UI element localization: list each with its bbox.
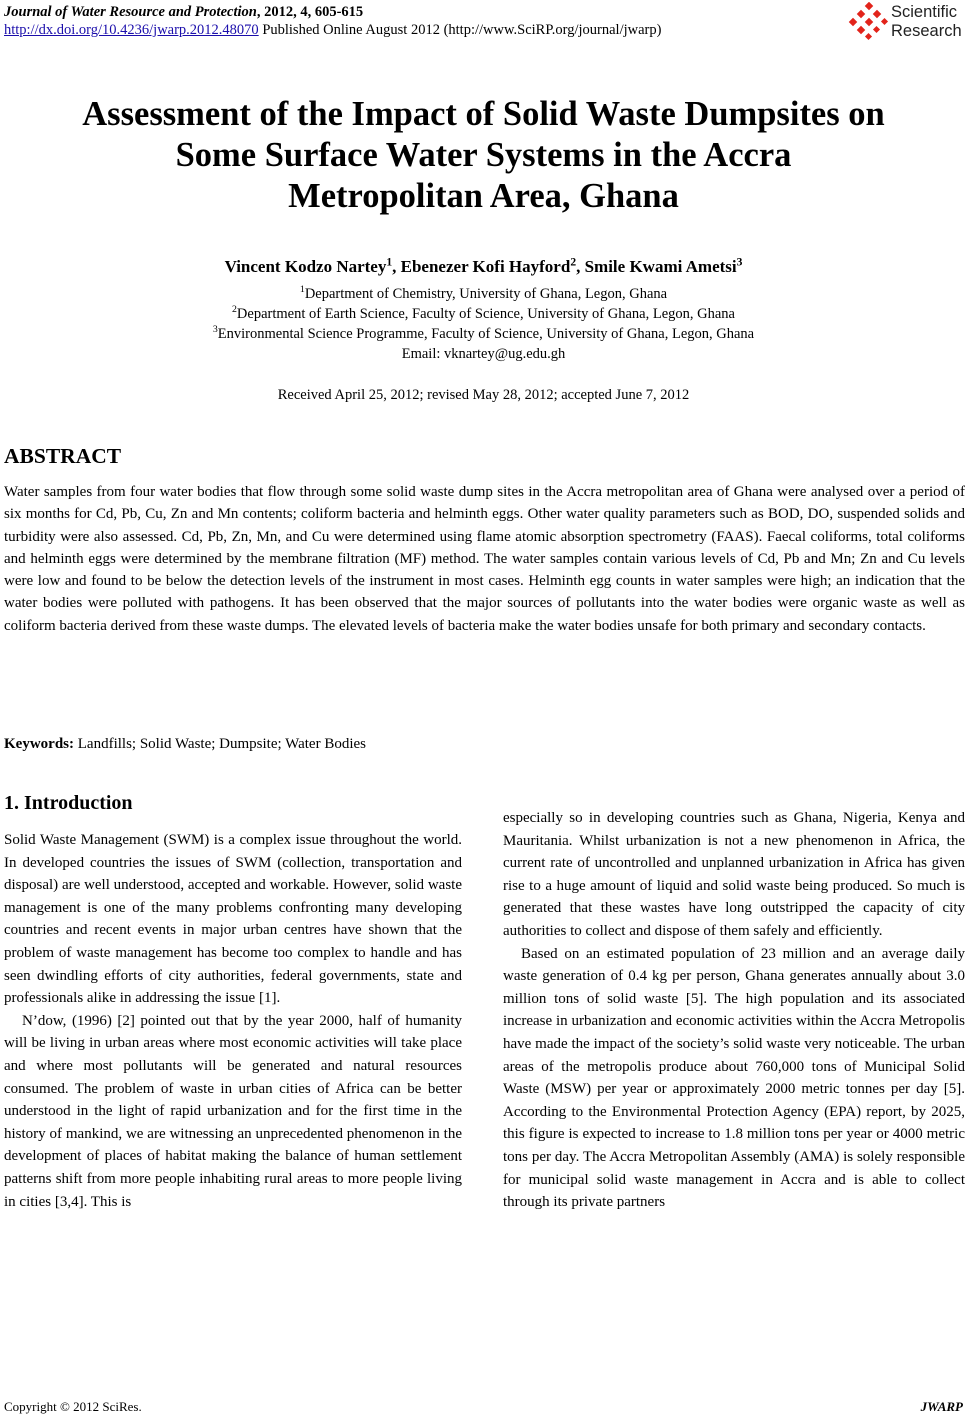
author-separator: , (392, 257, 401, 276)
author-1-affil-mark: 1 (386, 255, 393, 269)
title-line-1: Assessment of the Impact of Solid Waste Dumpsites on (82, 95, 885, 133)
journal-volume: , 2012, 4, 605-615 (256, 4, 364, 20)
keywords (4, 736, 366, 753)
right-column (503, 807, 965, 1214)
affiliation-2-mark: 2 (232, 304, 237, 316)
abstract-text: Water samples from four water bodies that flow through some solid waste dump sites in the Accra metropolitan area of Ghana were analysed over a period of six months for Cd, Pb, Cu, Zn and Mn contents; coliform bacteria and helminth eggs. Other water quality parameters such as BOD, DO, suspended solids and turbidity were also assessed. Cd, Pb, Zn, Mn, and Cu were determined using flame atomic absorption spectrometry (FAAS). Faecal coliforms, total coliforms and helminth eggs were determined by the membrane filtration (MF) method. The water samples contain various levels of Cd, Pb and Mn; Zn and Cu levels were low and found to be below the detection levels of the instrument in most cases. Helminth egg counts in water samples were high; an indication that the water bodies were polluted with pathogens. It has been observed that the major sources of pollutants into the water bodies were organic waste as well as coliform bacteria derived from these waste dumps. The elevated levels of bacteria make the water bodies unsafe for both primary and secondary contacts. (4, 484, 965, 634)
affiliations (0, 284, 967, 364)
author-2-affil-mark: 2 (570, 255, 577, 269)
affiliation-1-mark: 1 (299, 284, 305, 296)
section-heading-introduction: 1. Introduction (4, 792, 133, 814)
affiliation-1-text: Department of Chemistry, University of Ghana, Legon, Ghana (304, 286, 668, 302)
affiliation-2-text: Department of Earth Science, Faculty of Science, University of Ghana, Legon, Ghana (236, 306, 735, 322)
paper-title (0, 94, 967, 217)
affiliation-1 (0, 284, 967, 304)
intro-paragraph-1: Solid Waste Management (SWM) is a complex issue throughout the world. In developed countries the issues of SWM (collection, transportation and disposal) are well understood, accepted and workable. However, solid waste management is one of the many problems confronting many developing countries and recent events in major urban centres have shown that the problem of waste management has become too complex to handle and has seen dwindling efforts of city authorities, federal governments, state and professionals alike in addressing the issue [1]. (4, 832, 462, 1007)
keywords-label: Keywords: (4, 736, 74, 752)
author-3: Smile Kwami Ametsi (584, 257, 737, 276)
scientific-research-logo (848, 2, 966, 42)
author-separator: , (576, 257, 585, 276)
author-list (0, 257, 967, 277)
affiliation-3 (0, 324, 967, 344)
publication-info (4, 22, 661, 39)
doi-link[interactable]: http://dx.doi.org/10.4236/jwarp.2012.48070 (4, 22, 259, 38)
affiliation-3-text: Environmental Science Programme, Faculty of Science, University of Ghana, Legon, Ghana (217, 326, 755, 342)
title-line-3: Metropolitan Area, Ghana (288, 177, 679, 215)
affiliation-3-mark: 3 (212, 324, 218, 336)
logo-word-scientific: Scientific (891, 3, 958, 21)
author-1: Vincent Kodzo Nartey (224, 257, 387, 276)
author-2: Ebenezer Kofi Hayford (400, 257, 571, 276)
footer-journal-abbr: JWARP (920, 1399, 963, 1414)
logo-mark-icon (848, 2, 890, 42)
published-online-text: Published Online August 2012 (http://www.SciRP.org/journal/jwarp) (258, 22, 662, 38)
journal-citation (4, 4, 363, 21)
logo-word-research: Research (891, 22, 962, 40)
affiliation-2 (0, 304, 967, 324)
title-line-2: Some Surface Water Systems in the Accra (175, 136, 792, 174)
intro-paragraph-3: especially so in developing countries such as Ghana, Nigeria, Kenya and Mauritania. Whilst urbanization is not a new phenomenon in Africa, the current rate of uncontrolled and unplanned urbanization in Africa has given rise to a huge amount of liquid and solid waste being produced. So much is generated that these wastes have long outstripped the capacity of city authorities to collect and dispose of them safely and efficiently. (503, 810, 965, 939)
intro-paragraph-2: N’dow, (1996) [2] pointed out that by the year 2000, half of humanity will be living in urban areas where most economic activities will take place and where most pollutants will be generated and natural resources consumed. The problem of waste in urban cities of Africa can be better understood in the light of rapid urbanization and for the first time in the history of mankind, we are witnessing an unprecedented phenomenon in the development of places of habitat making the balance of human settlement patterns shift from more people inhabiting rural areas to more people living in cities [3,4]. This is (4, 1012, 462, 1210)
author-email: Email: vknartey@ug.edu.gh (401, 346, 566, 362)
abstract-heading: ABSTRACT (4, 444, 122, 468)
intro-paragraph-4: Based on an estimated population of 23 million and an average daily waste generation of 0.4 kg per person, Ghana generates annually about 3.0 million tons of solid waste [5]. The high population and its associated increase in urbanization and economic activities within the Accra Metropolis have made the impact of the society’s solid waste very noticeable. The urban areas of the metropolis produce about 760,000 tons of Municipal Solid Waste (MSW) per year or approximately 2000 metric tonnes per day [5]. According to the Environmental Protection Agency (EPA) report, by 2025, this figure is expected to increase to 1.8 million tons per year or 4000 metric tons per day. The Accra Metropolitan Assembly (AMA) is solely responsible for municipal solid waste management in Accra and is able to collect through its private partners (503, 945, 965, 1211)
author-3-affil-mark: 3 (736, 255, 743, 269)
footer-copyright: Copyright © 2012 SciRes. (4, 1399, 142, 1414)
received-dates: Received April 25, 2012; revised May 28, 2012; accepted June 7, 2012 (277, 387, 690, 403)
journal-name: Journal of Water Resource and Protection (4, 4, 257, 20)
keywords-text: Landfills; Solid Waste; Dumpsite; Water Bodies (74, 736, 367, 752)
left-column (4, 829, 462, 1213)
